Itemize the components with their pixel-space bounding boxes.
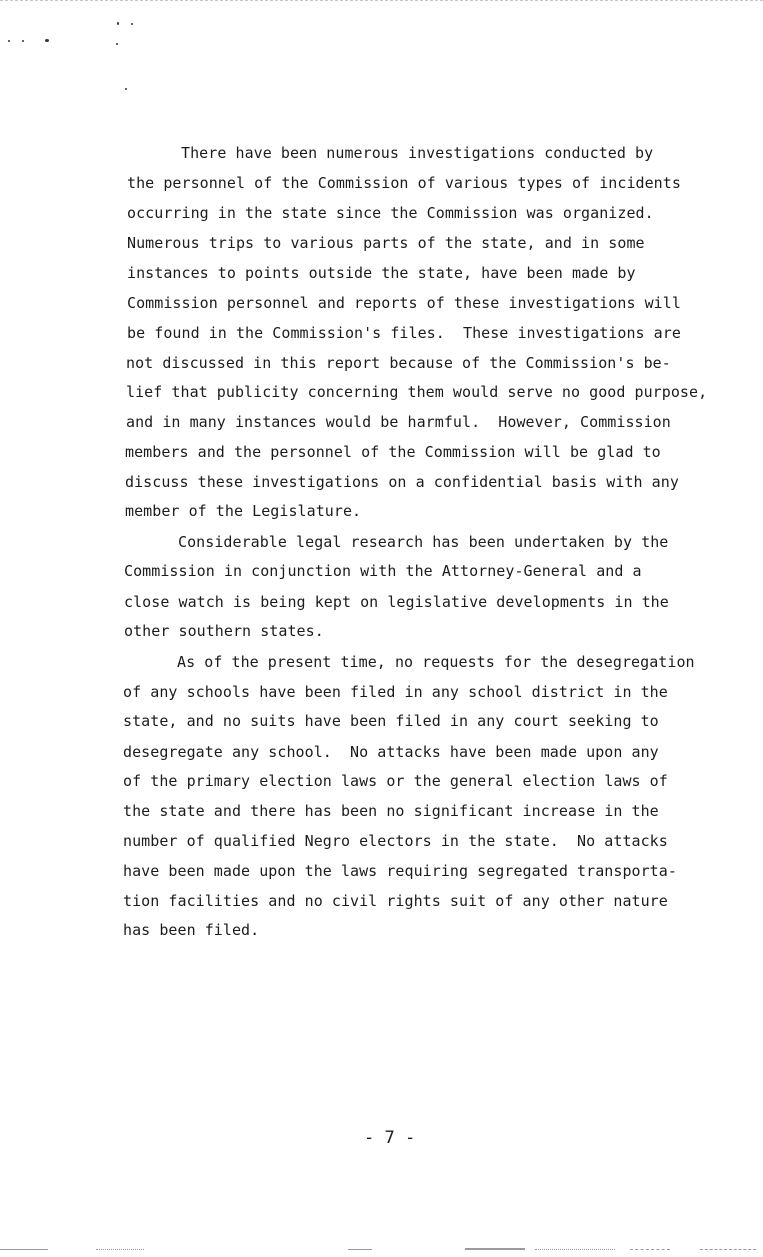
text-line: instances to points outside the state, have been made by — [127, 264, 636, 282]
scan-speck — [125, 88, 127, 90]
text-line: member of the Legislature. — [125, 502, 362, 520]
text-line: There have been numerous investigations conducted by — [181, 144, 654, 162]
text-line: has been filed. — [123, 921, 260, 939]
text-line: discuss these investigations on a confidential basis with any — [125, 473, 679, 491]
scan-speck — [8, 40, 10, 42]
text-line: and in many instances would be harmful. However, Commission — [126, 413, 671, 431]
text-line: not discussed in this report because of the Commission's be- — [126, 354, 671, 372]
text-line: other southern states. — [124, 622, 324, 640]
text-line: desegregate any school. No attacks have been made upon any — [123, 743, 659, 761]
scan-speck — [45, 39, 49, 42]
text-line: Commission personnel and reports of these investigations will — [127, 294, 681, 312]
page-top-edge — [0, 0, 763, 1]
scan-edge-mark — [348, 1249, 372, 1250]
text-line: be found in the Commission's files. These investigations are — [127, 324, 681, 342]
text-line: of the primary election laws or the general election laws of — [123, 772, 668, 790]
text-line: the state and there has been no significant increase in the — [123, 802, 659, 820]
text-line: have been made upon the laws requiring segregated transporta- — [123, 862, 677, 880]
scan-edge-mark — [630, 1249, 670, 1250]
text-line: occurring in the state since the Commission was organized. — [127, 204, 654, 222]
scan-speck — [117, 22, 119, 25]
text-line: number of qualified Negro electors in the state. No attacks — [123, 832, 668, 850]
text-line: lief that publicity concerning them would serve no good purpose, — [126, 383, 708, 401]
scan-speck — [22, 40, 24, 42]
text-line: members and the personnel of the Commission will be glad to — [125, 443, 661, 461]
scan-speck — [131, 23, 133, 25]
text-line: state, and no suits have been filed in any court seeking to — [123, 712, 659, 730]
text-line: Numerous trips to various parts of the state, and in some — [127, 234, 645, 252]
scan-speck — [116, 43, 118, 45]
scan-edge-mark — [465, 1248, 525, 1250]
text-line: Considerable legal research has been undertaken by the — [178, 533, 669, 551]
text-line: Commission in conjunction with the Attorney-General and a — [124, 562, 642, 580]
text-line: close watch is being kept on legislative developments in the — [124, 593, 669, 611]
text-line: As of the present time, no requests for the desegregation — [177, 653, 695, 671]
text-line: tion facilities and no civil rights suit of any other nature — [123, 892, 668, 910]
scan-edge-mark — [700, 1249, 756, 1250]
page-number: - 7 - — [364, 1128, 416, 1148]
scan-edge-mark — [535, 1249, 615, 1250]
text-line: the personnel of the Commission of various types of incidents — [127, 174, 681, 192]
scan-edge-mark — [0, 1249, 48, 1250]
text-line: of any schools have been filed in any school district in the — [123, 683, 668, 701]
scan-edge-mark — [96, 1249, 144, 1250]
